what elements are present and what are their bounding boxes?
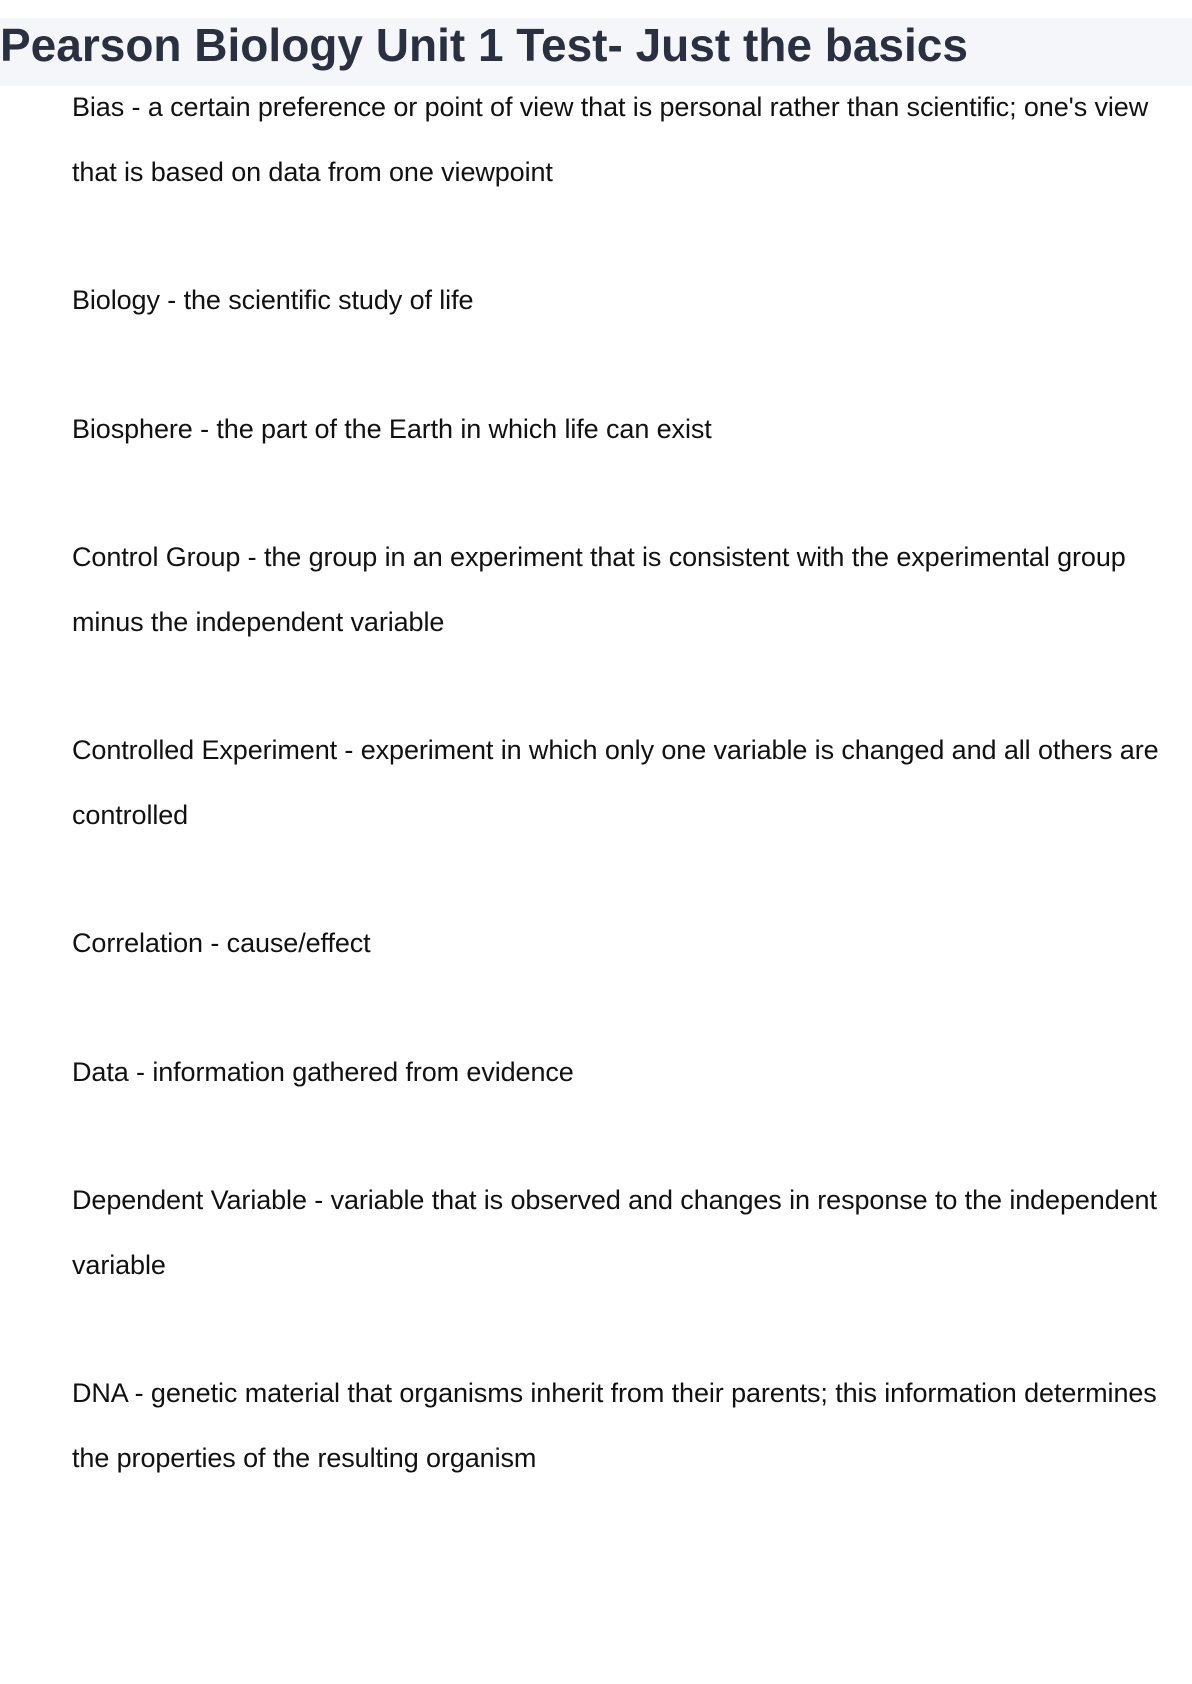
term-definition: genetic material that organisms inherit from their parents; this information determines the properties of the resulting organism [72, 1378, 1157, 1473]
term-separator: - [128, 1056, 153, 1087]
term-name: Controlled Experiment [72, 735, 338, 765]
glossary-list [72, 75, 1182, 1490]
glossary-entry-biology [72, 268, 1182, 333]
term-separator: - [240, 542, 264, 572]
term-separator: - [306, 1185, 331, 1215]
term-separator: - [127, 1378, 151, 1408]
term-name: Dependent Variable [72, 1185, 307, 1215]
glossary-entry-dna [72, 1361, 1182, 1490]
glossary-entry-biosphere [72, 397, 1182, 462]
glossary-entry-dependent-variable [72, 1168, 1182, 1297]
term-name: Data [72, 1056, 129, 1087]
term-definition: the part of the Earth in which life can exist [216, 413, 712, 444]
term-name: Control Group [72, 542, 241, 572]
term-separator: - [192, 413, 217, 444]
term-definition: experiment in which only one variable is changed and all others are controlled [72, 735, 1159, 830]
term-name: DNA [72, 1378, 128, 1408]
glossary-entry-correlation [72, 911, 1182, 976]
term-definition: the group in an experiment that is consistent with the experimental group minus the independent variable [72, 542, 1126, 637]
term-definition: cause/effect [226, 928, 371, 958]
term-definition: a certain preference or point of view that is personal rather than scientific; one's view that is based on data from one viewpoint [72, 92, 1149, 187]
term-definition: the scientific study of life [183, 285, 474, 315]
term-name: Biology [72, 285, 160, 315]
page-title: Pearson Biology Unit 1 Test- Just the basics [0, 19, 968, 71]
term-separator: - [124, 92, 148, 122]
term-separator: - [159, 285, 184, 315]
term-name: Biosphere [72, 413, 193, 444]
term-name: Bias [72, 92, 125, 122]
term-definition: variable that is observed and changes in response to the independent variable [72, 1185, 1157, 1280]
glossary-entry-bias [72, 75, 1182, 204]
term-name: Correlation [72, 928, 203, 958]
term-separator: - [202, 928, 227, 958]
glossary-entry-data [72, 1040, 1182, 1105]
glossary-entry-controlled-experiment [72, 718, 1182, 847]
term-definition: information gathered from evidence [152, 1056, 574, 1087]
glossary-entry-control-group [72, 525, 1182, 654]
term-separator: - [337, 735, 361, 765]
